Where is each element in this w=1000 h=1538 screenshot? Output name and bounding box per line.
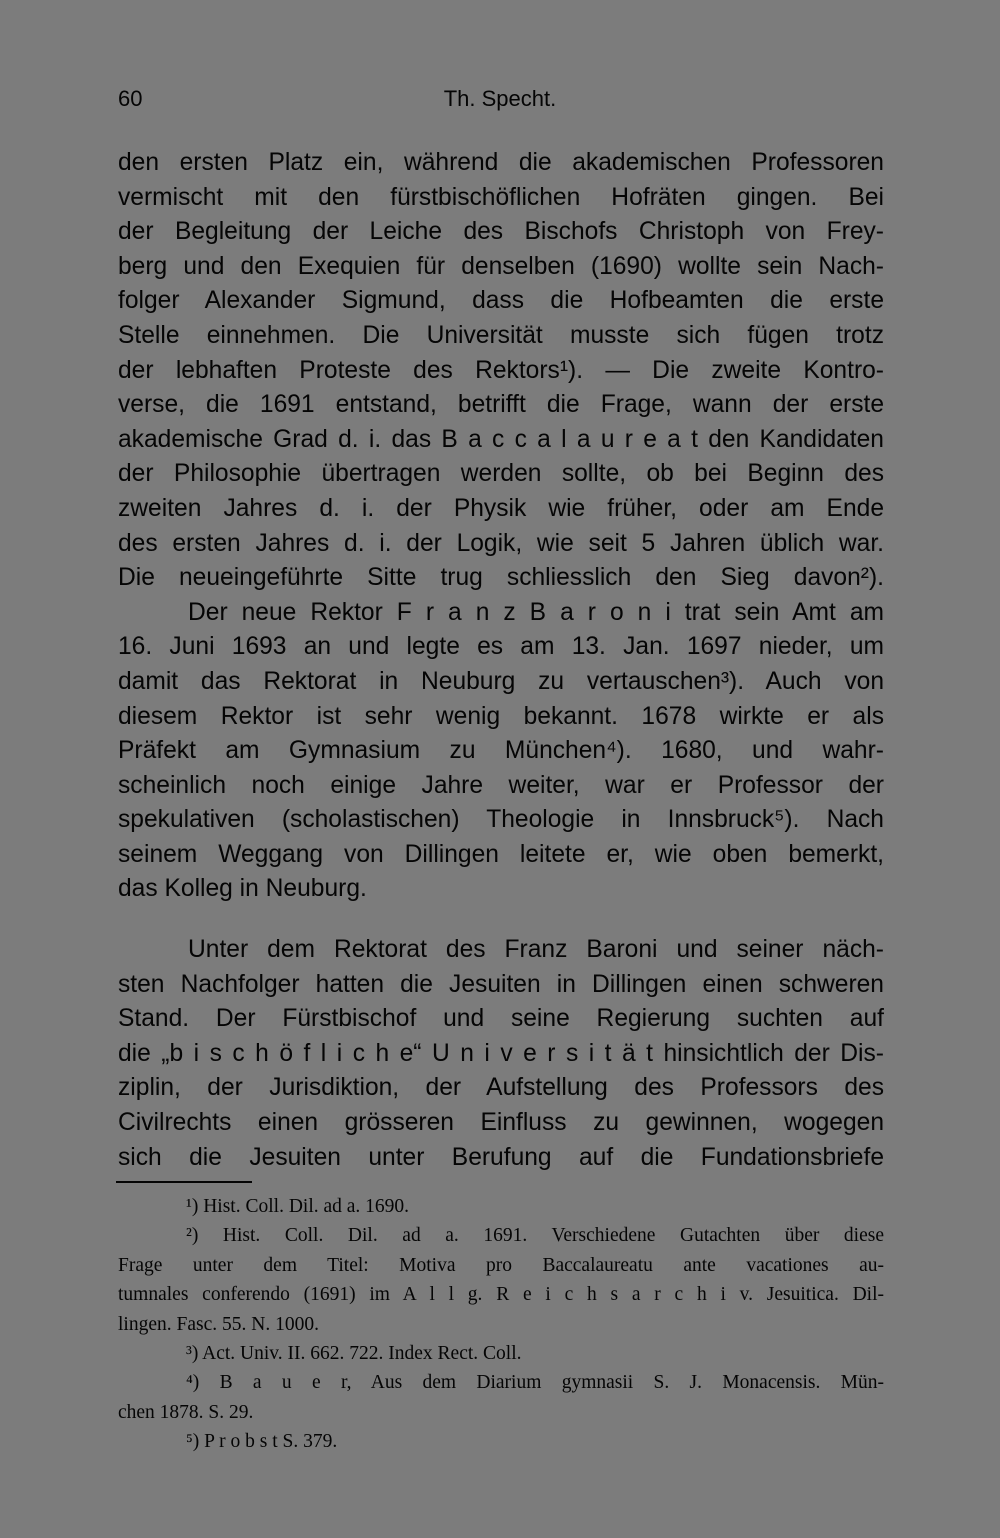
page-number: 60 <box>118 86 143 111</box>
text-line: Der neue Rektor F r a n z B a r o n i trat sein Amt am <box>188 598 884 626</box>
text-line: den ersten Platz ein, während die akademischen Professoren <box>118 149 884 176</box>
text-line: diesem Rektor ist sehr wenig bekannt. 1678 wirkte er als <box>118 702 884 730</box>
footnote-line: tumnales conferendo (1691) im A l l g. R e i c h s a r c h i v. Jesuitica. Dil- <box>118 1284 884 1306</box>
footnote-line: ⁴) B a u e r, Aus dem Diarium gymnasii S. J. Monacensis. Mün- <box>186 1372 884 1394</box>
footnote-5: ⁵) P r o b s t S. 379. <box>186 1431 338 1453</box>
text-line: akademische Grad d. i. das B a c c a l a u r e a t den Kandidaten <box>118 425 884 453</box>
text-line: seinem Weggang von Dillingen leitete er, wie oben bemerkt, <box>118 840 884 868</box>
text-line: Stelle einnehmen. Die Universität musste sich fügen trotz <box>118 321 884 349</box>
text-line: Civilrechts einen grösseren Einfluss zu gewinnen, wogegen <box>118 1109 884 1137</box>
paragraph-3 <box>118 933 884 1175</box>
paragraph-2 <box>118 596 884 907</box>
text-line: folger Alexander Sigmund, dass die Hofbeamten die erste <box>118 287 884 315</box>
footnote-3: ³) Act. Univ. II. 662. 722. Index Rect. Coll. <box>186 1342 522 1364</box>
text-line: berg und den Exequien für denselben (1690) wollte sein Nach- <box>118 252 884 280</box>
text-line: Präfekt am Gymnasium zu München⁴). 1680, und wahr- <box>118 737 884 765</box>
paragraph-1 <box>118 146 884 596</box>
footnote-1: ¹) Hist. Coll. Dil. ad a. 1690. <box>186 1196 410 1217</box>
text-line: zweiten Jahres d. i. der Physik wie früher, oder am Ende <box>118 494 884 522</box>
footnotes <box>118 1192 884 1457</box>
text-line: spekulativen (scholastischen) Theologie in Innsbruck⁵). Nach <box>118 806 884 834</box>
footnote-line: ²) Hist. Coll. Dil. ad a. 1691. Verschiedene Gutachten über diese <box>186 1225 884 1247</box>
footnote-line: Frage unter dem Titel: Motiva pro Baccalaureatu ante vacationes au- <box>118 1254 884 1276</box>
text-line: Stand. Der Fürstbischof und seine Regierung suchten auf <box>118 1005 884 1033</box>
footnote-divider <box>116 1181 252 1183</box>
text-line: vermischt mit den fürstbischöflichen Hofräten gingen. Bei <box>118 183 884 211</box>
text-line: 16. Juni 1693 an und legte es am 13. Jan. 1697 nieder, um <box>118 633 884 661</box>
footnote-line: chen 1878. S. 29. <box>118 1401 254 1423</box>
text-line: scheinlich noch einige Jahre weiter, war er Professor der <box>118 771 884 799</box>
text-line: Unter dem Rektorat des Franz Baroni und seiner näch- <box>188 936 884 964</box>
page-header <box>118 86 882 120</box>
footnote-line: lingen. Fasc. 55. N. 1000. <box>118 1313 319 1335</box>
text-line: sten Nachfolger hatten die Jesuiten in Dillingen einen schweren <box>118 970 884 998</box>
text-line: das Kolleg in Neuburg. <box>118 875 367 903</box>
text-line: des ersten Jahres d. i. der Logik, wie seit 5 Jahren üblich war. <box>118 529 884 557</box>
text-line: ziplin, der Jurisdiktion, der Aufstellung des Professors des <box>118 1074 884 1102</box>
text-line: damit das Rektorat in Neuburg zu vertauschen³). Auch von <box>118 667 884 695</box>
text-line: Die neueingeführte Sitte trug schliesslich den Sieg davon²). <box>118 564 884 592</box>
text-line: die „b i s c h ö f l i c h e“ U n i v e r s i t ä t hinsichtlich der Dis- <box>118 1039 884 1067</box>
text-line: verse, die 1691 entstand, betrifft die Frage, wann der erste <box>118 391 884 419</box>
footnote-4 <box>118 1368 884 1427</box>
text-line: der Begleitung der Leiche des Bischofs Christoph von Frey- <box>118 218 884 246</box>
paragraph-spacer <box>118 907 884 933</box>
text-line: der lebhaften Proteste des Rektors¹). — Die zweite Kontro- <box>118 356 884 384</box>
running-title: Th. Specht. <box>443 86 557 111</box>
main-text <box>118 146 884 1175</box>
text-line: der Philosophie übertragen werden sollte, ob bei Beginn des <box>118 460 884 488</box>
footnote-2 <box>118 1221 884 1339</box>
text-line: sich die Jesuiten unter Berufung auf die Fundationsbriefe <box>118 1143 884 1171</box>
